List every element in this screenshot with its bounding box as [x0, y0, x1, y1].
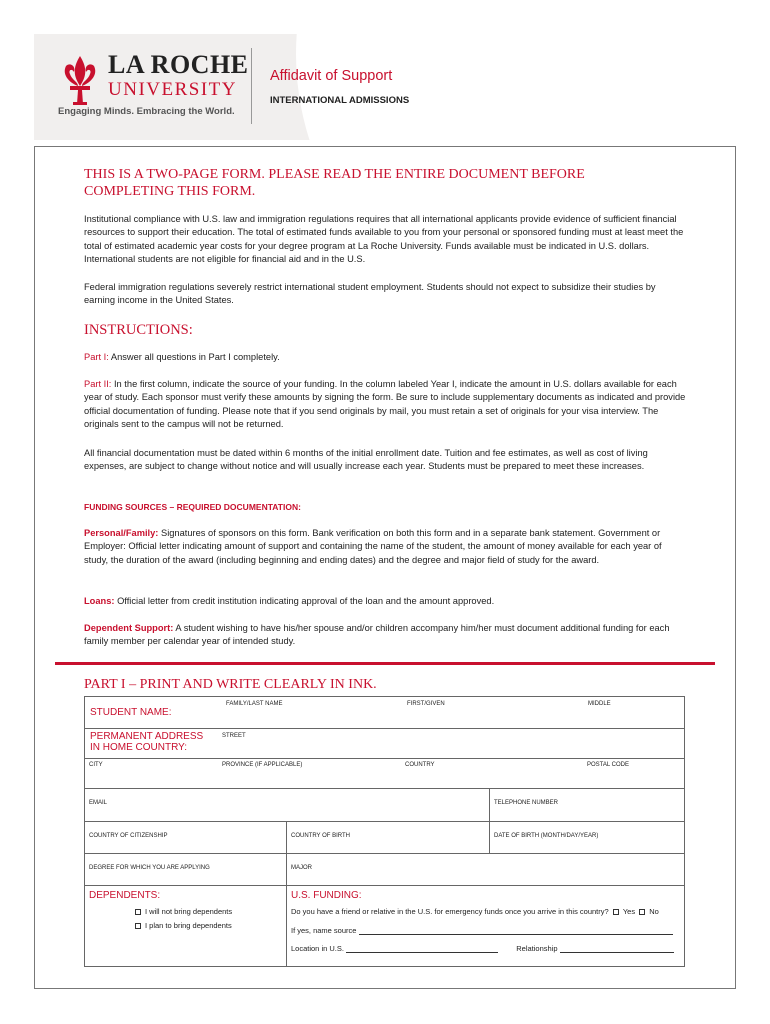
- header-banner: [34, 34, 736, 140]
- funding-sources-heading: FUNDING SOURCES – REQUIRED DOCUMENTATION:: [84, 502, 301, 512]
- intro-paragraph-2: Federal immigration regulations severely restrict international student employment. Students should not expect to subsidize their studies by earning income in the United States.: [84, 282, 656, 306]
- yes-label: Yes: [622, 907, 636, 916]
- birth-country-label: COUNTRY OF BIRTH: [291, 833, 351, 839]
- part1-form-table: [84, 696, 685, 967]
- part1-text: Answer all questions in Part I completely.: [108, 352, 280, 362]
- email-label: EMAIL: [89, 800, 108, 806]
- loans-label: Loans:: [84, 596, 115, 606]
- first-name-label: FIRST/GIVEN: [407, 701, 445, 707]
- middle-name-label: MIDDLE: [588, 701, 611, 707]
- documentation-paragraph: All financial documentation must be dated within 6 months of the initial enrollment date. Tuition and fee estimates, as well as cost of living expenses, are subject to change without notice and will usually increase each year. Students must be prepared to meet these increases.: [84, 448, 648, 472]
- yes-checkbox[interactable]: [613, 909, 619, 915]
- dep-option-1[interactable]: [135, 907, 282, 916]
- personal-text: Signatures of sponsors on this form. Bank verification on both this form and in a separate bank statement. Government or Employer: Official letter indicating amount of support and containing the name of the student, the amount of money available for each year of study, the duration of the award (including beginning and ending dates) and the degree and major field of study for the award.: [84, 528, 662, 565]
- location-row: [291, 944, 680, 953]
- part2-text: In the first column, indicate the source of your funding. In the column labeled Year I, indicate the amount in U.S. dollars available for each year of study. Each sponsor must verify these amounts by signing the form. Be sure to include supplementary documents as indicated and provide official documentation of funding. Please note that if you send originals by mail, you must retain a set of originals for your visa interview. The originals sent to the campus will not be returned.: [84, 379, 686, 429]
- us-funding-cell: [287, 886, 685, 967]
- checkbox[interactable]: [135, 909, 141, 915]
- relationship-input[interactable]: [560, 952, 674, 953]
- no-checkbox[interactable]: [639, 909, 645, 915]
- loans-paragraph: [84, 595, 686, 608]
- telephone-field[interactable]: [490, 789, 685, 822]
- degree-label: DEGREE FOR WHICH YOU ARE APPLYING: [89, 865, 210, 871]
- part1-heading: PART I – PRINT AND WRITE CLEARLY IN INK.: [84, 677, 377, 692]
- dependent-paragraph: [84, 622, 686, 649]
- dependents-cell: [85, 886, 287, 967]
- dep-option-1-label: I will not bring dependents: [145, 907, 233, 916]
- major-label: MAJOR: [291, 865, 312, 871]
- citizenship-label: COUNTRY OF CITIZENSHIP: [89, 833, 168, 839]
- section-rule: [55, 662, 715, 665]
- city-row[interactable]: [85, 759, 685, 789]
- citizenship-field[interactable]: [85, 822, 287, 854]
- dependent-text: A student wishing to have his/her spouse and/or children accompany him/her must document additional funding for each family member per calendar year of intended study.: [84, 623, 670, 647]
- family-name-label: FAMILY/LAST NAME: [226, 701, 283, 707]
- major-field[interactable]: [287, 854, 685, 886]
- street-label: STREET: [222, 733, 246, 739]
- location-input[interactable]: [346, 952, 498, 953]
- personal-label: Personal/Family:: [84, 528, 159, 538]
- degree-field[interactable]: [85, 854, 287, 886]
- tagline: Engaging Minds. Embracing the World.: [58, 106, 235, 117]
- postal-code-label: POSTAL CODE: [587, 762, 630, 768]
- street-input[interactable]: [218, 729, 686, 759]
- no-label: No: [649, 907, 659, 916]
- form-title: Affidavit of Support: [270, 68, 393, 84]
- fleur-de-lis-logo-icon: [58, 52, 102, 114]
- dep-option-2-label: I plan to bring dependents: [145, 921, 232, 930]
- relationship-label: Relationship: [516, 944, 558, 953]
- country-label: COUNTRY: [405, 762, 435, 768]
- logo-name: LA ROCHE: [108, 50, 249, 79]
- instructions-heading: INSTRUCTIONS:: [84, 322, 193, 338]
- instruction-part2: [84, 378, 686, 431]
- instruction-part1: [84, 351, 686, 364]
- checkbox[interactable]: [135, 923, 141, 929]
- birth-country-field[interactable]: [287, 822, 490, 854]
- intro-paragraph-1: Institutional compliance with U.S. law and immigration regulations requires that all international applicants provide evidence of sufficient financial resources to support their education. The total of estimated funds available to you from your personal or sponsored funding must at least meet the total of estimated academic year costs for your degree program at La Roche University. Funds available must be indicated in U.S. dollars. International students are not eligible for financial aid and in the U.S.: [84, 214, 684, 264]
- telephone-label: TELEPHONE NUMBER: [494, 800, 559, 806]
- header-curve: [296, 34, 736, 140]
- dob-field[interactable]: [490, 822, 685, 854]
- city-label: CITY: [89, 762, 103, 768]
- us-funding-label: U.S. FUNDING:: [291, 890, 362, 901]
- permanent-address-label: PERMANENT ADDRESS IN HOME COUNTRY:: [90, 731, 204, 753]
- header-divider: [251, 48, 252, 124]
- location-label: Location in U.S.: [291, 944, 344, 953]
- form-subtitle: INTERNATIONAL ADMISSIONS: [270, 95, 410, 106]
- part1-label: Part I:: [84, 352, 109, 362]
- student-name-row: [85, 697, 685, 729]
- funding-question-text: Do you have a friend or relative in the U.S. for emergency funds once you arrive in this country?: [291, 907, 609, 916]
- dob-label: DATE OF BIRTH (MONTH/DAY/YEAR): [494, 833, 599, 839]
- name-source-label: If yes, name source: [291, 926, 357, 935]
- intro-heading: THIS IS A TWO-PAGE FORM. PLEASE READ THE ENTIRE DOCUMENT BEFORE COMPLETING THIS FORM.: [84, 167, 585, 199]
- loans-text: Official letter from credit institution indicating approval of the loan and the amount approved.: [114, 596, 495, 606]
- logo-university: UNIVERSITY: [108, 79, 237, 100]
- part2-label: Part II:: [84, 379, 112, 389]
- dependent-label: Dependent Support:: [84, 623, 174, 633]
- personal-family-paragraph: [84, 527, 686, 567]
- email-field[interactable]: [85, 789, 490, 822]
- name-source-input[interactable]: [359, 934, 673, 935]
- student-name-label: STUDENT NAME:: [90, 707, 172, 718]
- province-label: PROVINCE (IF APPLICABLE): [222, 762, 303, 768]
- student-name-input[interactable]: [218, 697, 686, 727]
- dep-option-2[interactable]: [135, 921, 282, 930]
- dependents-label: DEPENDENTS:: [89, 890, 161, 901]
- funding-question: [291, 907, 680, 916]
- name-source-row: [291, 926, 680, 935]
- permanent-address-row: [85, 729, 685, 759]
